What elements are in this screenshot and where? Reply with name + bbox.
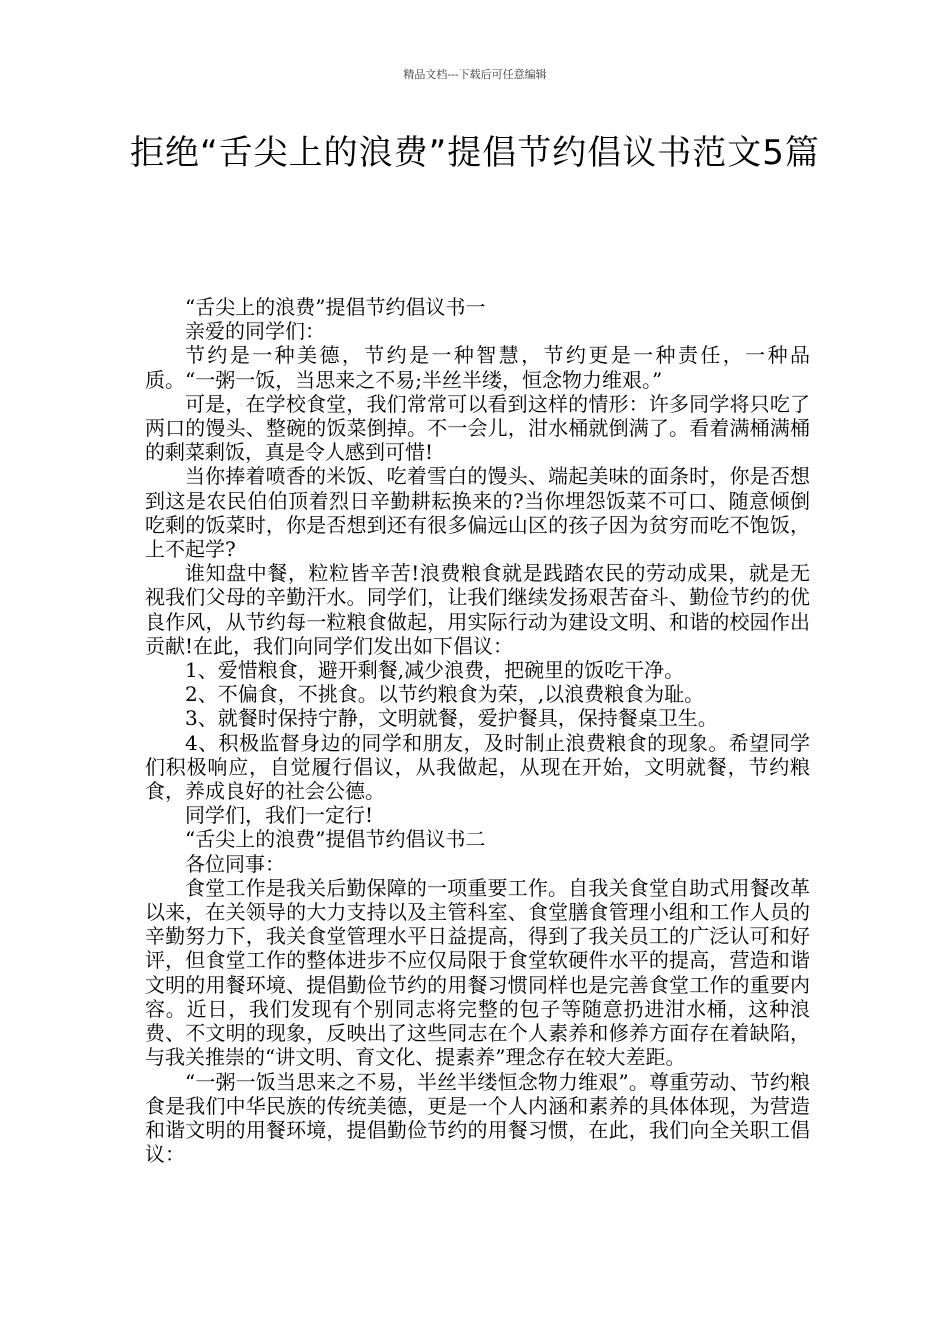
salutation-1: 亲爱的同学们： xyxy=(185,319,325,344)
paragraph: 节约是一种美德，节约是一种智慧，节约更是一种责任，一种品质。“一粥一饭，当思来之不易;半丝半缕，恒念物力维艰。” xyxy=(145,343,810,392)
paragraph: 同学们，我们一定行! xyxy=(185,803,374,828)
list-item: 4、积极监督身边的同学和朋友，及时制止浪费粮食的现象。希望同学们积极响应，自觉履行倡议，从我做起，从现在开始，文明就餐，节约粮食，养成良好的社会公德。 xyxy=(145,730,810,804)
section-heading-1: “舌尖上的浪费”提倡节约倡议书一 xyxy=(185,295,486,319)
list-item: 2、不偏食，不挑食。以节约粮食为荣，,以浪费粮食为耻。 xyxy=(185,682,705,707)
salutation-2: 各位同事： xyxy=(185,851,285,876)
list-item: 3、就餐时保持宁静，文明就餐，爱护餐具，保持餐桌卫生。 xyxy=(185,706,718,731)
paragraph: 谁知盘中餐，粒粒皆辛苦!浪费粮食就是践踏农民的劳动成果，就是无视我们父母的辛勤汗水。同学们，让我们继续发扬艰苦奋斗、勤俭节约的优良作风，从节约每一粒粮食做起，用实际行动为建设文明、和谐的校园作出贡献!在此，我们向同学们发出如下倡议： xyxy=(145,561,810,658)
paragraph: 可是，在学校食堂，我们常常可以看到这样的情形：许多同学将只吃了两口的馒头、整碗的饭菜倒掉。不一会儿，泔水桶就倒满了。看着满桶满桶的剩菜剩饭，真是令人感到可惜! xyxy=(145,391,810,465)
document-body xyxy=(145,295,810,1166)
section-heading-2: “舌尖上的浪费”提倡节约倡议书二 xyxy=(185,827,486,852)
paragraph: “一粥一饭当思来之不易，半丝半缕恒念物力维艰”。尊重劳动、节约粮食是我们中华民族的传统美德，更是一个人内涵和素养的具体体现，为营造和谐文明的用餐环境，提倡勤俭节约的用餐习惯，在此，我们向全关职工倡议： xyxy=(145,1069,810,1167)
page-header-note: 精品文档---下载后可任意编辑 xyxy=(403,68,547,81)
paragraph: 食堂工作是我关后勤保障的一项重要工作。自我关食堂自助式用餐改革以来，在关领导的大力支持以及主管科室、食堂膳食管理小组和工作人员的辛勤努力下，我关食堂管理水平日益提高，得到了我关员工的广泛认可和好评，但食堂工作的整体进步不应仅局限于食堂软硬件水平的提高，营造和谐文明的用餐环境、提倡勤俭节约的用餐习惯同样也是完善食堂工作的重要内容。近日，我们发现有个别同志将完整的包子等随意扔进泔水桶，这种浪费、不文明的现象，反映出了这些同志在个人素养和修养方面存在着缺陷，与我关推崇的“讲文明、育文化、提素养”理念存在较大差距。 xyxy=(145,875,810,1070)
document-title: 拒绝“舌尖上的浪费”提倡节约倡议书范文5篇 xyxy=(130,133,820,173)
paragraph: 当你捧着喷香的米饭、吃着雪白的馒头、端起美味的面条时，你是否想到这是农民伯伯顶着烈日辛勤耕耘换来的?当你埋怨饭菜不可口、随意倾倒吃剩的饭菜时，你是否想到还有很多偏远山区的孩子因为贫穷而吃不饱饭，上不起学? xyxy=(145,464,810,562)
list-item: 1、爱惜粮食，避开剩餐,减少浪费，把碗里的饭吃干净。 xyxy=(185,658,685,683)
